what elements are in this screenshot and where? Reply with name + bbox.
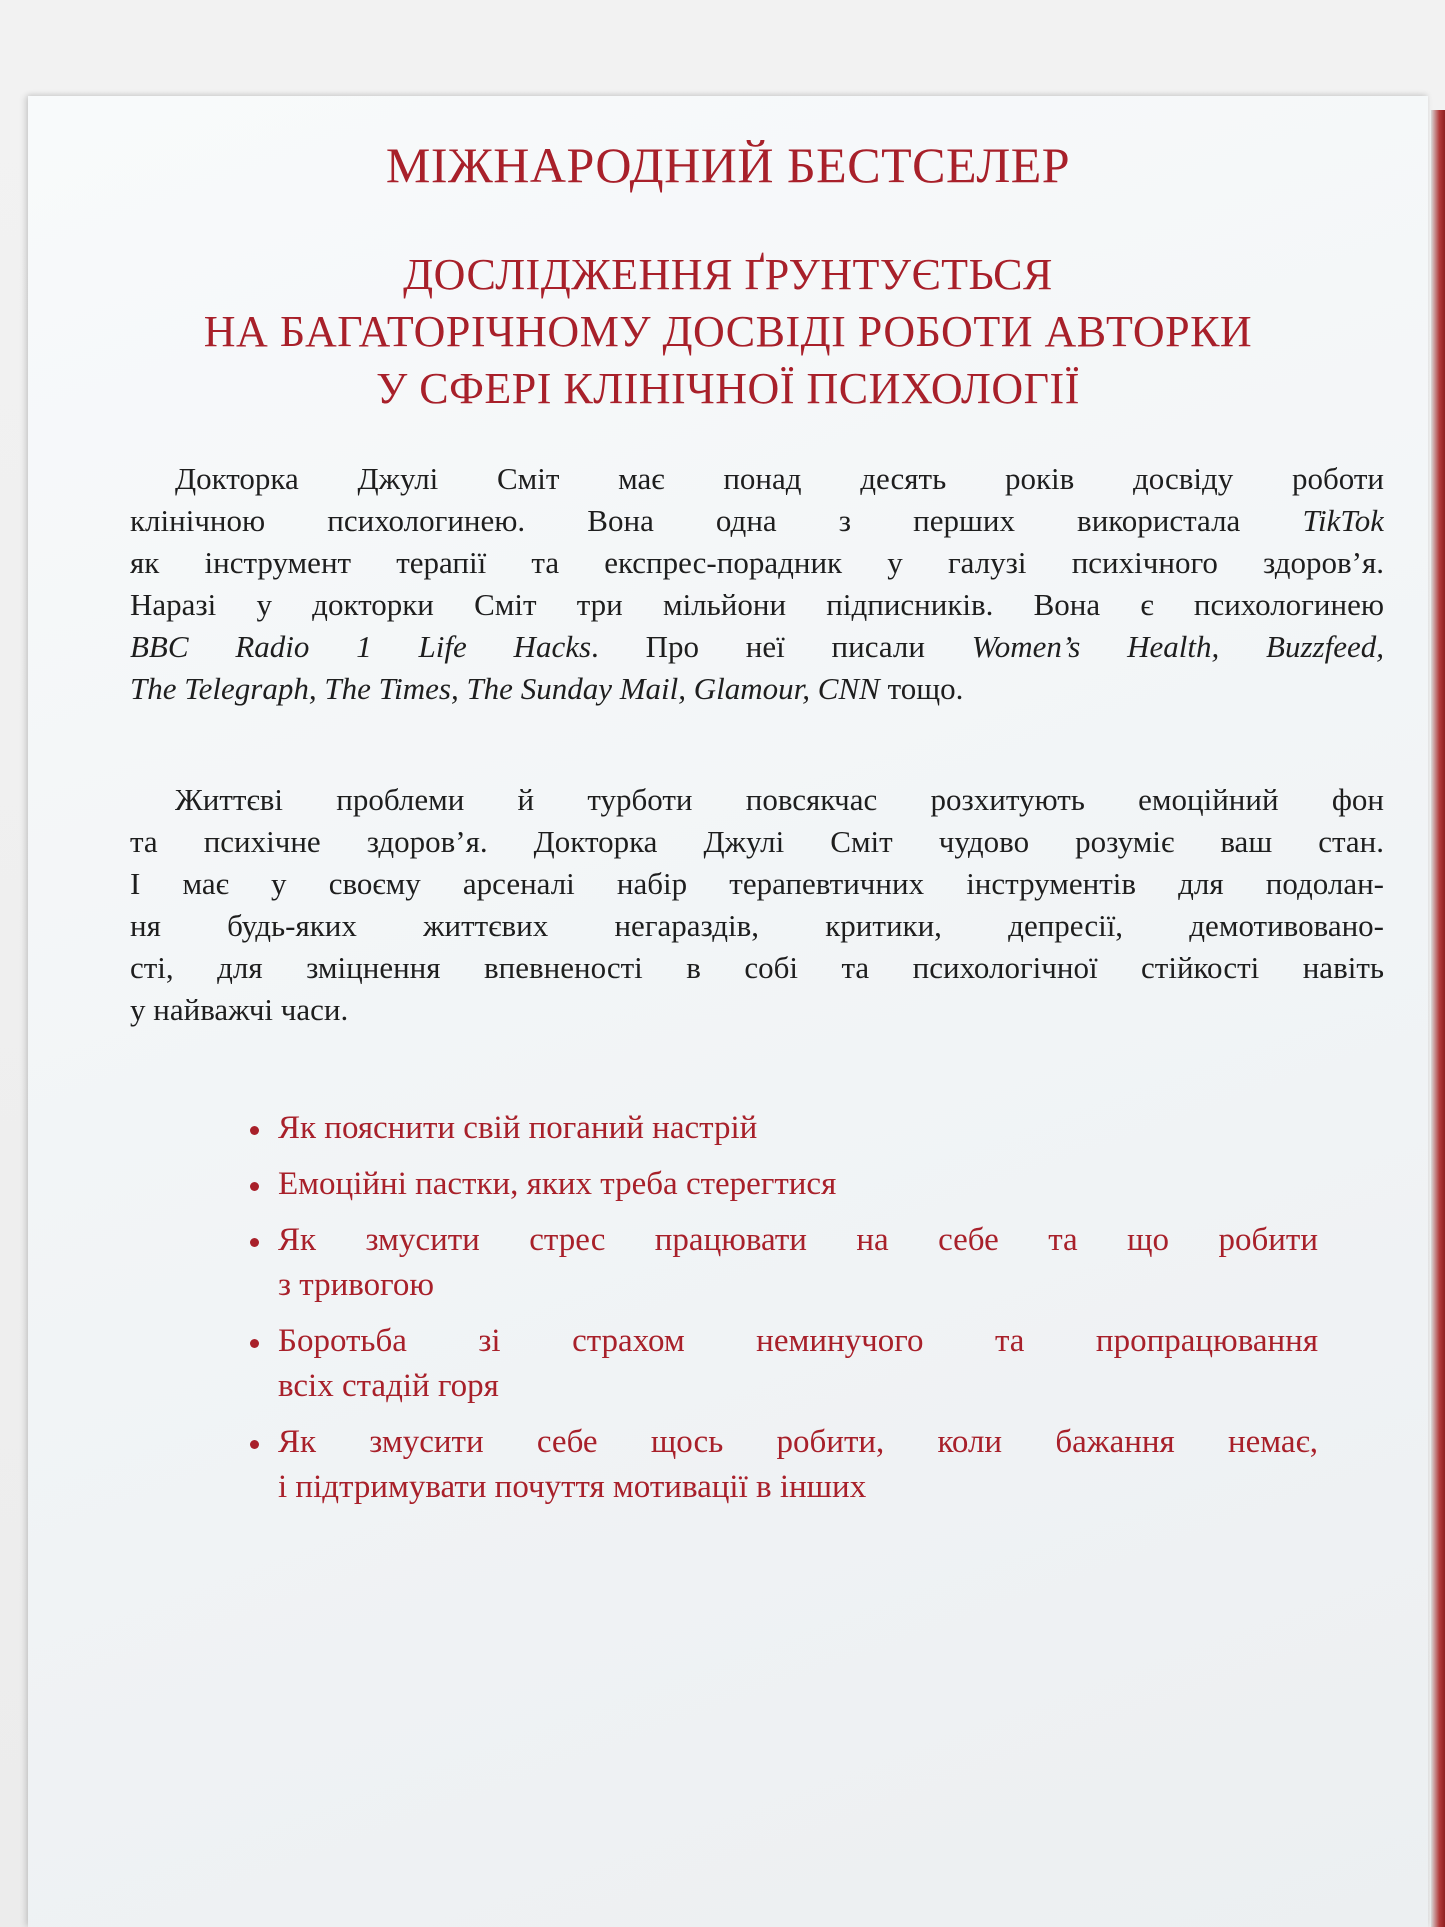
book-description-paragraph xyxy=(130,779,1384,1031)
cover-subheadline xyxy=(28,246,1428,417)
paragraph-line xyxy=(130,458,1384,500)
paragraph-text: Наразі у докторки Сміт три мільйони підписників. Вона є психологинею xyxy=(130,587,1384,622)
bullet-text: всіх стадій горя xyxy=(278,1368,499,1404)
paragraph-text: . Про неї писали xyxy=(591,629,972,664)
bullet-item xyxy=(248,1319,1318,1409)
paragraph-text: Докторка Джулі Сміт має понад десять років досвіду роботи xyxy=(175,461,1384,496)
bullet-text: Як пояснити свій поганий настрій xyxy=(278,1110,758,1146)
paragraph-line xyxy=(130,500,1384,542)
subheadline-line: ДОСЛІДЖЕННЯ ҐРУНТУЄТЬСЯ xyxy=(403,250,1053,299)
bullet-dot-icon xyxy=(250,1339,259,1348)
italic-brand: TikTok xyxy=(1302,503,1384,538)
subheadline-line: У СФЕРІ КЛІНІЧНОЇ ПСИХОЛОГІЇ xyxy=(376,364,1080,413)
book-spine-edge xyxy=(1431,110,1445,1927)
bullet-dot-icon xyxy=(250,1182,259,1191)
bullet-item xyxy=(248,1106,1318,1151)
bullet-item xyxy=(248,1162,1318,1207)
bullet-text: Боротьба зі страхом неминучого та пропрацювання xyxy=(278,1323,1318,1359)
cover-headline: МІЖНАРОДНИЙ БЕСТСЕЛЕР xyxy=(385,137,1071,193)
paragraph-line xyxy=(130,584,1384,626)
italic-brand: BBC Radio 1 Life Hacks xyxy=(130,629,592,664)
paragraph-line: та психічне здоров’я. Докторка Джулі Сміт чудово розуміє ваш стан. xyxy=(130,824,1384,859)
book-back-cover xyxy=(28,96,1428,1927)
bullet-text: Як змусити стрес працювати на себе та що робити xyxy=(278,1222,1318,1258)
paragraph-line: ня будь-яких життєвих негараздів, критики, депресії, демотивовано- xyxy=(130,908,1384,943)
bullet-dot-icon xyxy=(250,1126,259,1135)
bullet-text: і підтримувати почуття мотивації в інших xyxy=(278,1469,867,1505)
paragraph-line: І має у своєму арсеналі набір терапевтичних інструментів для подолан- xyxy=(130,866,1384,901)
paragraph-line xyxy=(130,626,1384,668)
bullet-text: Як змусити себе щось робити, коли бажання немає, xyxy=(278,1424,1318,1460)
bullet-text: з тривогою xyxy=(278,1267,434,1303)
paragraph-line xyxy=(130,668,1384,710)
author-bio-paragraph xyxy=(130,458,1384,710)
paragraph-text: як інструмент терапії та експрес-порадник у галузі психічного здоров’я. xyxy=(130,545,1384,580)
paragraph-text: тощо. xyxy=(879,671,964,706)
paragraph-line: у найважчі часи. xyxy=(130,992,349,1027)
bullet-dot-icon xyxy=(250,1238,259,1247)
italic-brand: Women’s Health, Buzzfeed, xyxy=(971,629,1384,664)
bullet-item xyxy=(248,1420,1318,1510)
italic-brand: The Telegraph, The Times, The Sunday Mail, Glamour, CNN xyxy=(130,671,880,706)
paragraph-line: сті, для зміцнення впевненості в собі та психологічної стійкості навіть xyxy=(130,950,1384,985)
paragraph-line: Життєві проблеми й турботи повсякчас розхитують емоційний фон xyxy=(175,782,1384,817)
topics-bullet-list xyxy=(248,1106,1318,1521)
bullet-dot-icon xyxy=(250,1440,259,1449)
bullet-item xyxy=(248,1218,1318,1308)
bullet-text: Емоційні пастки, яких треба стерегтися xyxy=(278,1166,837,1202)
paragraph-text: клінічною психологинею. Вона одна з перших використала xyxy=(130,503,1303,538)
subheadline-line: НА БАГАТОРІЧНОМУ ДОСВІДІ РОБОТИ АВТОРКИ xyxy=(203,307,1253,356)
paragraph-line xyxy=(130,542,1384,584)
